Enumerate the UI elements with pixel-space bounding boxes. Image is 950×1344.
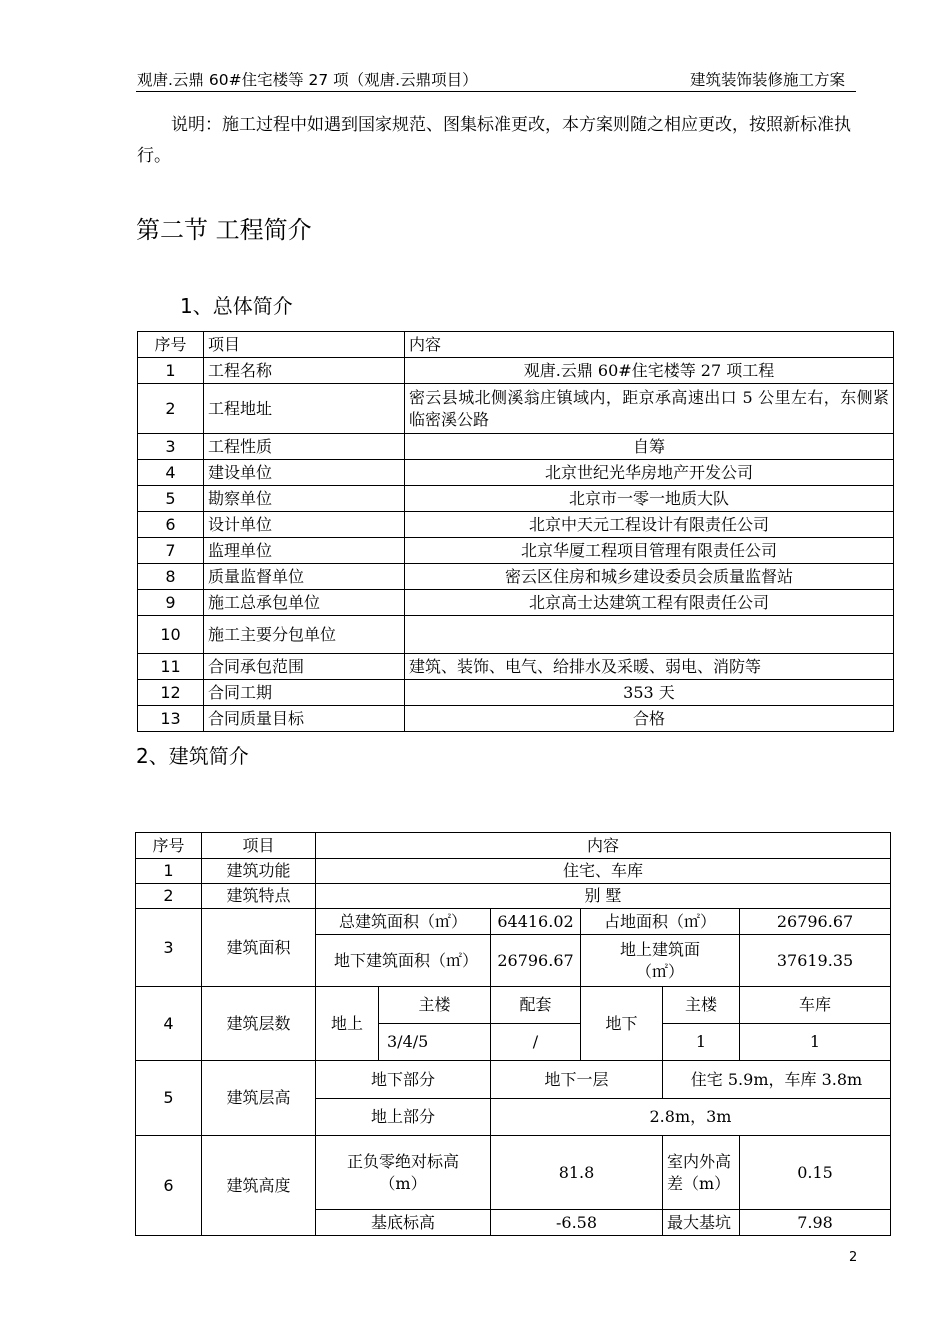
header-cell: 序号 xyxy=(136,833,202,859)
area-label: 地下建筑面积（㎡） xyxy=(316,935,491,987)
floor-value: 1 xyxy=(663,1024,740,1061)
row-item: 建设单位 xyxy=(204,460,405,486)
header-rule xyxy=(136,91,856,92)
row-content: 北京中天元工程设计有限责任公司 xyxy=(405,512,894,538)
row-item: 建筑功能 xyxy=(202,859,316,884)
elevation-value: 81.8 xyxy=(491,1136,663,1210)
height-value: 住宅 5.9m，车库 3.8m xyxy=(663,1061,891,1099)
row-content: 住宅、车库 xyxy=(316,859,891,884)
row-no: 9 xyxy=(138,590,204,616)
row-no: 3 xyxy=(138,434,204,460)
row-no: 2 xyxy=(136,884,202,909)
table-row xyxy=(136,987,891,1024)
header-cell: 内容 xyxy=(316,833,891,859)
table-row xyxy=(136,1061,891,1099)
row-no: 4 xyxy=(138,460,204,486)
row-item: 勘察单位 xyxy=(204,486,405,512)
row-item: 合同工期 xyxy=(204,680,405,706)
header-cell: 项目 xyxy=(204,332,405,358)
row-no: 12 xyxy=(138,680,204,706)
row-item: 建筑层数 xyxy=(202,987,316,1061)
row-no: 5 xyxy=(138,486,204,512)
height-label: 地下部分 xyxy=(316,1061,491,1099)
table-row xyxy=(138,706,894,732)
row-item: 合同质量目标 xyxy=(204,706,405,732)
header-right: 建筑装饰装修施工方案 xyxy=(690,71,846,89)
row-content: 北京华厦工程项目管理有限责任公司 xyxy=(405,538,894,564)
row-no: 5 xyxy=(136,1061,202,1136)
row-no: 6 xyxy=(136,1136,202,1236)
row-no: 6 xyxy=(138,512,204,538)
elevation-label: 室内外高差（m） xyxy=(663,1136,740,1210)
floor-label: 地上 xyxy=(316,987,379,1061)
table-row xyxy=(136,909,891,935)
area-value: 64416.02 xyxy=(491,909,581,935)
table-row xyxy=(138,654,894,680)
row-item: 监理单位 xyxy=(204,538,405,564)
row-item: 工程地址 xyxy=(204,384,405,434)
note-paragraph: 说明：施工过程中如遇到国家规范、图集标准更改，本方案则随之相应更改，按照新标准执行。 xyxy=(137,115,851,166)
height-value: 2.8m，3m xyxy=(491,1099,891,1136)
row-item: 施工总承包单位 xyxy=(204,590,405,616)
elevation-label: 正负零绝对标高（m） xyxy=(316,1136,491,1210)
row-no: 3 xyxy=(136,909,202,987)
row-item: 建筑面积 xyxy=(202,909,316,987)
area-value: 26796.67 xyxy=(740,909,891,935)
header-left: 观唐.云鼎 60#住宅楼等 27 项（观唐.云鼎项目） xyxy=(137,71,478,89)
table-row xyxy=(138,384,894,434)
building-table xyxy=(135,832,891,1236)
page-number: 2 xyxy=(849,1250,858,1265)
elevation-value: 7.98 xyxy=(740,1210,891,1236)
header-cell: 内容 xyxy=(405,332,894,358)
table-row xyxy=(138,680,894,706)
floor-label: 车库 xyxy=(740,987,891,1024)
elevation-label: 基底标高 xyxy=(316,1210,491,1236)
table-row xyxy=(138,460,894,486)
subsection-title-1: 1、总体简介 xyxy=(180,294,293,318)
row-no: 7 xyxy=(138,538,204,564)
area-label: 占地面积（㎡） xyxy=(581,909,740,935)
row-no: 8 xyxy=(138,564,204,590)
header-cell: 序号 xyxy=(138,332,204,358)
row-content: 合格 xyxy=(405,706,894,732)
area-value: 26796.67 xyxy=(491,935,581,987)
floor-label: 主楼 xyxy=(663,987,740,1024)
row-content: 北京世纪光华房地产开发公司 xyxy=(405,460,894,486)
area-value: 37619.35 xyxy=(740,935,891,987)
row-content: 观唐.云鼎 60#住宅楼等 27 项工程 xyxy=(405,358,894,384)
floor-value: / xyxy=(491,1024,581,1061)
section-title: 第二节 工程简介 xyxy=(136,216,312,244)
row-content: 自筹 xyxy=(405,434,894,460)
floor-value: 3/4/5 xyxy=(379,1024,491,1061)
elevation-value: 0.15 xyxy=(740,1136,891,1210)
subsection-title-2: 2、建筑简介 xyxy=(136,744,249,768)
row-content: 密云区住房和城乡建设委员会质量监督站 xyxy=(405,564,894,590)
row-item: 设计单位 xyxy=(204,512,405,538)
row-no: 1 xyxy=(136,859,202,884)
row-no: 10 xyxy=(138,616,204,654)
height-label: 地上部分 xyxy=(316,1099,491,1136)
row-item: 质量监督单位 xyxy=(204,564,405,590)
row-item: 建筑层高 xyxy=(202,1061,316,1136)
row-content: 密云县城北侧溪翁庄镇域内，距京承高速出口 5 公里左右，东侧紧临密溪公路 xyxy=(405,384,894,434)
row-content: 别 墅 xyxy=(316,884,891,909)
overview-table xyxy=(137,331,894,732)
elevation-label: 最大基坑 xyxy=(663,1210,740,1236)
row-item: 合同承包范围 xyxy=(204,654,405,680)
table-row xyxy=(138,538,894,564)
row-no: 2 xyxy=(138,384,204,434)
row-content: 北京高士达建筑工程有限责任公司 xyxy=(405,590,894,616)
table-row xyxy=(138,590,894,616)
row-no: 4 xyxy=(136,987,202,1061)
row-content: 建筑、装饰、电气、给排水及采暖、弱电、消防等 xyxy=(405,654,894,680)
table-row xyxy=(138,358,894,384)
row-no: 1 xyxy=(138,358,204,384)
floor-label: 配套 xyxy=(491,987,581,1024)
row-no: 11 xyxy=(138,654,204,680)
row-item: 工程性质 xyxy=(204,434,405,460)
row-content xyxy=(405,616,894,654)
row-item: 建筑高度 xyxy=(202,1136,316,1236)
floor-value: 1 xyxy=(740,1024,891,1061)
row-no: 13 xyxy=(138,706,204,732)
table-row xyxy=(136,1136,891,1210)
table-row xyxy=(136,859,891,884)
table-row xyxy=(138,434,894,460)
table-row xyxy=(138,486,894,512)
row-content: 北京市一零一地质大队 xyxy=(405,486,894,512)
table-row xyxy=(138,564,894,590)
area-label: 地上建筑面（㎡） xyxy=(581,935,740,987)
header-cell: 项目 xyxy=(202,833,316,859)
row-item: 建筑特点 xyxy=(202,884,316,909)
area-label: 总建筑面积（㎡） xyxy=(316,909,491,935)
table-row xyxy=(138,512,894,538)
row-content: 353 天 xyxy=(405,680,894,706)
table-row xyxy=(138,616,894,654)
elevation-value: -6.58 xyxy=(491,1210,663,1236)
row-item: 施工主要分包单位 xyxy=(204,616,405,654)
table-row xyxy=(136,884,891,909)
floor-label: 主楼 xyxy=(379,987,491,1024)
height-label: 地下一层 xyxy=(491,1061,663,1099)
row-item: 工程名称 xyxy=(204,358,405,384)
floor-label: 地下 xyxy=(581,987,663,1061)
